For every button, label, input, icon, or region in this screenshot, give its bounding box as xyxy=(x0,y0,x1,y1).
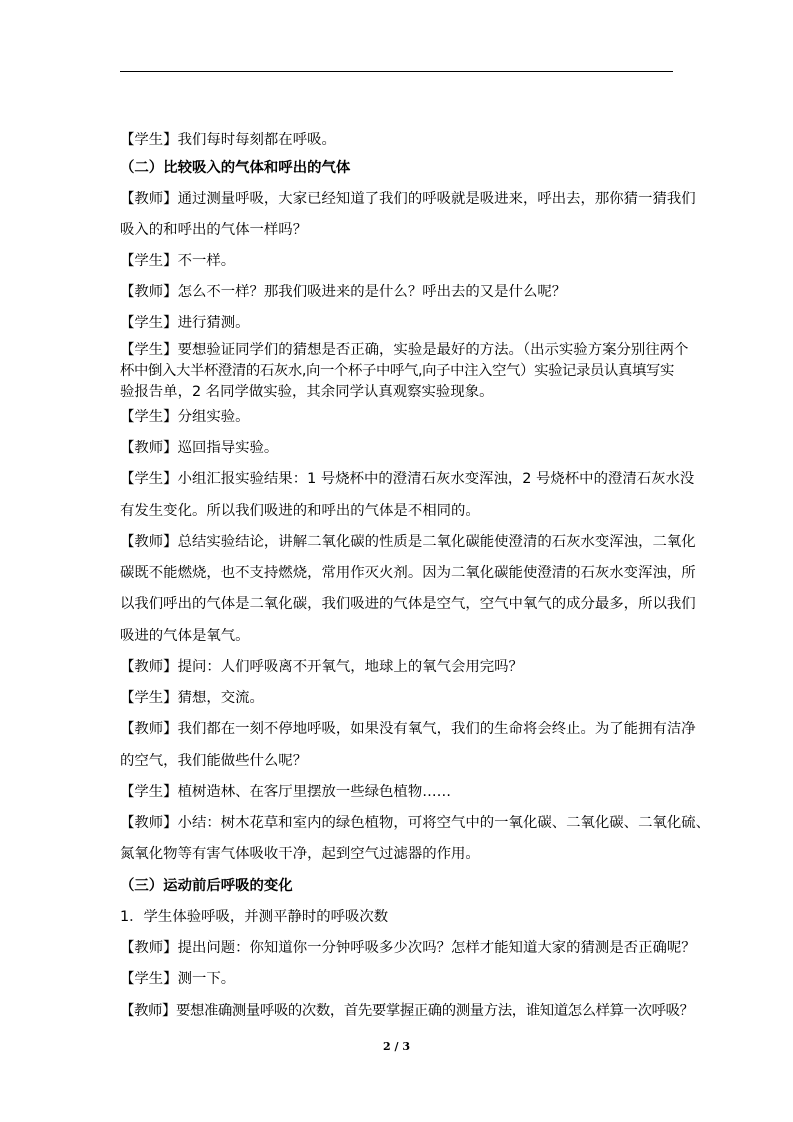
paragraph-line: 碳既不能燃烧，也不支持燃烧，常用作灭火剂。因为二氧化碳能使澄清的石灰水变浑浊，所 xyxy=(120,565,696,581)
paragraph-line: 【学生】小组汇报实验结果：1 号烧杯中的澄清石灰水变浑浊，2 号烧杯中的澄清石灰水没 xyxy=(120,471,695,487)
paragraph-line: 吸入的和呼出的气体一样吗？ xyxy=(120,222,308,238)
paragraph-line: 氮氧化物等有害气体吸收干净，起到空气过滤器的作用。 xyxy=(120,846,480,862)
paragraph-line: 【学生】我们每时每刻都在呼吸。 xyxy=(120,132,336,148)
paragraph-line: 吸进的气体是氧气。 xyxy=(120,628,250,644)
paragraph-line: 有发生变化。所以我们吸进的和呼出的气体是不相同的。 xyxy=(120,503,480,519)
paragraph-line: 【教师】提问：人们呼吸离不开氧气，地球上的氧气会用完吗？ xyxy=(120,659,523,675)
paragraph-line: 【学生】要想验证同学们的猜想是否正确，实验是最好的方法。（出示实验方案分别往两个 xyxy=(120,342,689,358)
paragraph-line: 【学生】植树造林、在客厅里摆放一些绿色植物…… xyxy=(120,784,451,800)
paragraph-line: 【教师】总结实验结论，讲解二氧化碳的性质是二氧化碳能使澄清的石灰水变浑浊，二氧化 xyxy=(120,534,696,550)
section-heading: （三）运动前后呼吸的变化 xyxy=(120,878,293,894)
paragraph-line: 【学生】测一下。 xyxy=(120,971,236,987)
paragraph-line: 【教师】要想准确测量呼吸的次数，首先要掌握正确的测量方法，谁知道怎么样算一次呼吸？ xyxy=(120,1003,694,1019)
paragraph-line: 【学生】进行猜测。 xyxy=(120,315,250,331)
paragraph-line: 以我们呼出的气体是二氧化碳，我们吸进的气体是空气，空气中氧气的成分最多，所以我们 xyxy=(120,596,696,612)
paragraph-line: 验报告单，2 名同学做实验，其余同学认真观察实验现象。 xyxy=(120,384,494,400)
paragraph-line: 【教师】巡回指导实验。 xyxy=(120,440,279,456)
paragraph-line: 【学生】分组实验。 xyxy=(120,409,250,425)
paragraph-line: 【教师】通过测量呼吸，大家已经知道了我们的呼吸就是吸进来，呼出去，那你猜一猜我们 xyxy=(120,191,696,207)
paragraph-line: 【学生】猜想，交流。 xyxy=(120,690,264,706)
paragraph-line: 【学生】不一样。 xyxy=(120,253,236,269)
paragraph-line: 【教师】提出问题：你知道你一分钟呼吸多少次吗？怎样才能知道大家的猜测是否正确呢？ xyxy=(120,940,696,956)
paragraph-line: 【教师】我们都在一刻不停地呼吸，如果没有氧气，我们的生命将会终止。为了能拥有洁净 xyxy=(120,721,696,737)
paragraph-line: 1．学生体验呼吸，并测平静时的呼吸次数 xyxy=(120,909,389,925)
paragraph-line: 的空气，我们能做些什么呢？ xyxy=(120,753,308,769)
paragraph-line: 杯中倒入大半杯澄清的石灰水,向一个杯子中呼气,向子中注入空气）实验记录员认真填写实 xyxy=(120,363,674,379)
header-rule xyxy=(120,71,673,72)
section-heading: （二）比较吸入的气体和呼出的气体 xyxy=(120,160,351,176)
page-number: 2 / 3 xyxy=(383,1040,410,1053)
paragraph-line: 【教师】小结：树木花草和室内的绿色植物，可将空气中的一氧化碳、二氧化碳、二氧化硫、 xyxy=(120,815,711,831)
paragraph-line: 【教师】怎么不一样？那我们吸进来的是什么？呼出去的又是什么呢？ xyxy=(120,284,567,300)
